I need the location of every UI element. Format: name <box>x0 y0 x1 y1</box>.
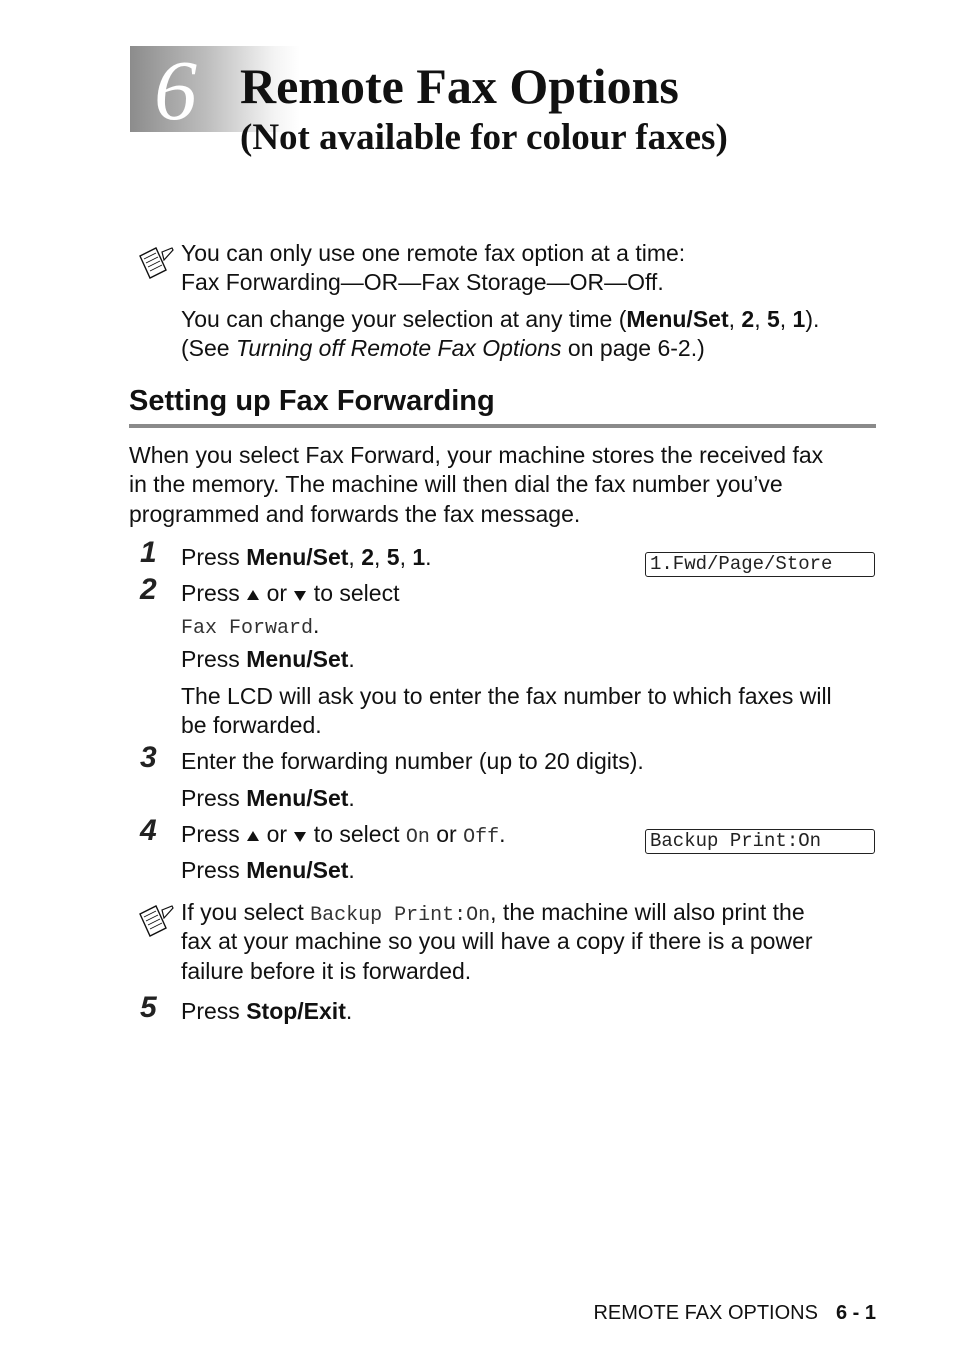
note-icon <box>136 904 176 940</box>
step-1-text: Press Menu/Set, 2, 5, 1. <box>181 544 432 570</box>
up-arrow-icon <box>246 589 260 601</box>
step-1-number: 1 <box>140 536 157 569</box>
chapter-subtitle: (Not available for colour faxes) <box>240 117 728 158</box>
note1-line2: Fax Forwarding—OR—Fax Storage—OR—Off. <box>181 269 664 295</box>
step-4-press: Press Menu/Set. <box>181 857 355 883</box>
step-2-text: Press or to select <box>181 580 400 606</box>
step-3-text: Enter the forwarding number (up to 20 digits). <box>181 748 644 774</box>
up-arrow-icon <box>246 830 260 842</box>
note2-line3: failure before it is forwarded. <box>181 958 472 984</box>
step-2-info-line2: be forwarded. <box>181 712 322 738</box>
page-footer <box>593 1300 876 1326</box>
step-2-option: Fax Forward. <box>181 612 320 640</box>
lcd-display-step4: Backup Print:On <box>645 829 875 854</box>
step-2-press: Press Menu/Set. <box>181 646 355 672</box>
step-5-text: Press Stop/Exit. <box>181 998 353 1024</box>
note2-line1: If you select Backup Print:On, the machine will also print the <box>181 899 805 927</box>
step-2-number: 2 <box>140 573 157 606</box>
intro-line3: programmed and forwards the fax message. <box>129 501 581 527</box>
footer-page-number: 6 - 1 <box>835 1302 876 1324</box>
note1-paragraph2: You can change your selection at any time (Menu/Set, 2, 5, 1). <box>181 306 820 332</box>
down-arrow-icon <box>293 831 307 843</box>
step-3-press: Press Menu/Set. <box>181 785 355 811</box>
intro-line1: When you select Fax Forward, your machine stores the received fax <box>129 442 824 468</box>
heading-rule <box>129 424 876 428</box>
down-arrow-icon <box>293 590 307 602</box>
step-4-text: Press or to select On or Off. <box>181 821 506 849</box>
step-5-number: 5 <box>140 991 157 1024</box>
step-3-number: 3 <box>140 741 157 774</box>
note2-line2: fax at your machine so you will have a copy if there is a power <box>181 928 813 954</box>
intro-line2: in the memory. The machine will then dial the fax number you’ve <box>129 471 783 497</box>
lcd-display-step1: 1.Fwd/Page/Store <box>645 552 875 577</box>
note1-paragraph3: (See Turning off Remote Fax Options on page 6-2.) <box>181 335 705 361</box>
section-heading: Setting up Fax Forwarding <box>129 385 495 417</box>
step-4-number: 4 <box>140 814 157 847</box>
chapter-title: Remote Fax Options <box>240 58 679 114</box>
step-2-info-line1: The LCD will ask you to enter the fax number to which faxes will <box>181 683 832 709</box>
note-icon <box>136 246 176 282</box>
chapter-number: 6 <box>154 42 197 138</box>
footer-section: REMOTE FAX OPTIONS <box>593 1302 818 1324</box>
note1-line1: You can only use one remote fax option at a time: <box>181 240 686 266</box>
